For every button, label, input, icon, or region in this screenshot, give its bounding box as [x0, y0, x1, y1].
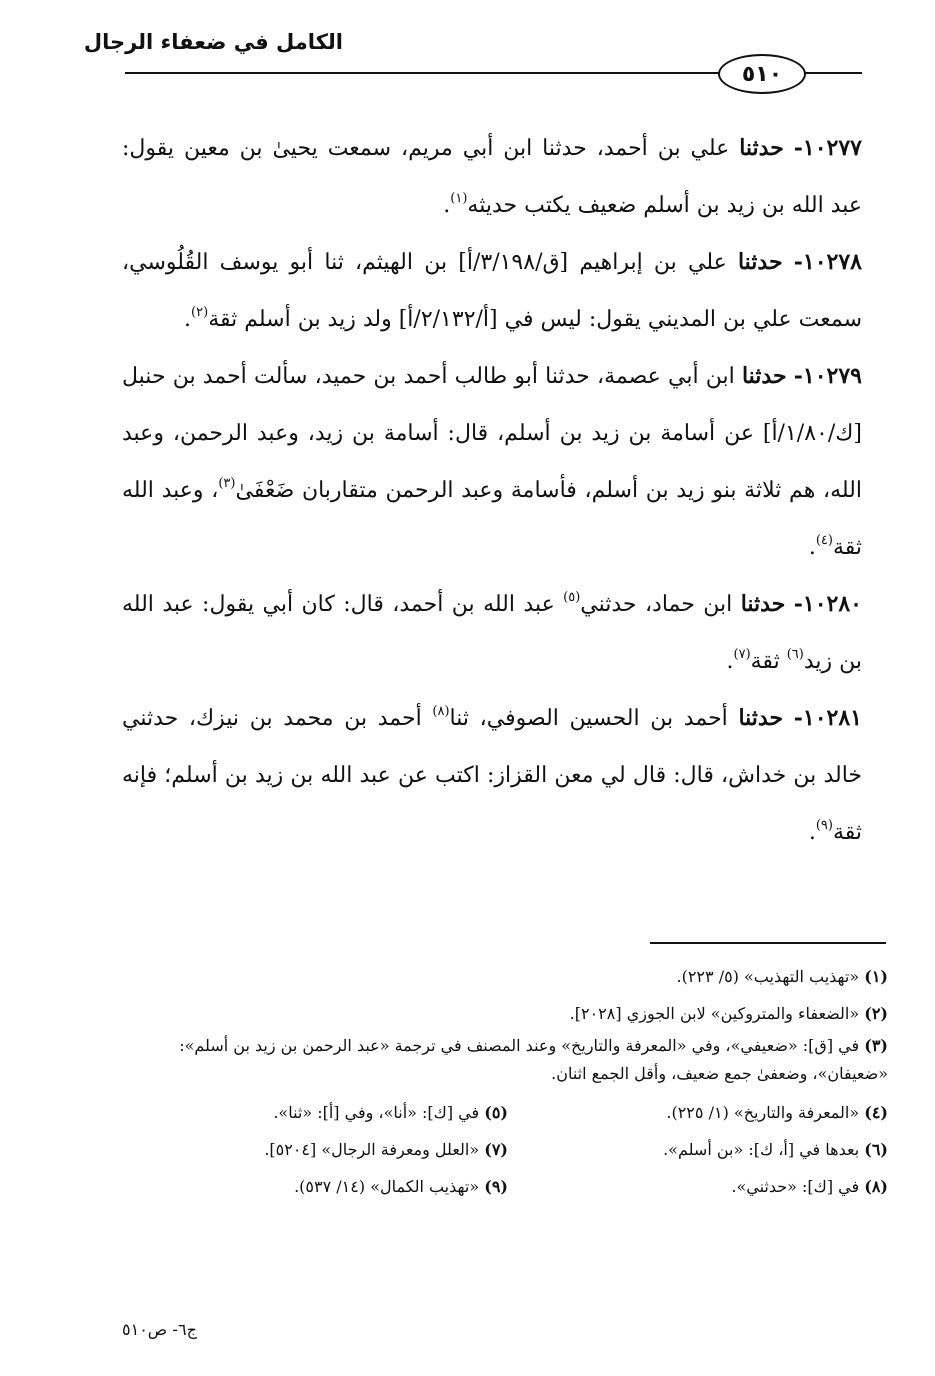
entry-10279: ١٠٢٧٩- حدثنا ابن أبي عصمة، حدثنا أبو طالب أحمد بن حميد، سألت أحمد بن حنبل [ك/١/٨٠/أ] عن أسامة بن زيد بن أسلم، قال: أسامة بن زيد، وعبد الرحمن، وعبد الله، هم ثلاثة بنو زيد بن أسلم، فأسامة وعبد الرحمن متقاربان ضَعْفَىٰ$^{(٣)}$، وعبد الله ثقة$^{(٤)}$. [122, 363, 862, 560]
footnote-ref[interactable]: (٤) [815, 533, 833, 548]
entry-keyword: حدثنا [737, 249, 783, 275]
main-text [122, 120, 862, 861]
footnote-9: (٩) «تهذيب الكمال» (١٤/ ٥٣٧). [294, 1177, 508, 1196]
footnote-6: (٦) بعدها في [أ، ك]: «بن أسلم». [663, 1140, 888, 1159]
footnote-4: (٤) «المعرفة والتاريخ» (١/ ٢٢٥). [666, 1103, 888, 1122]
entry-10280: ١٠٢٨٠- حدثنا ابن حماد، حدثني$^{(٥)}$ عبد الله بن أحمد، قال: كان أبي يقول: عبد الله بن زيد$^{(٦)}$ ثقة$^{(٧)}$. [122, 590, 862, 674]
entry-keyword: حدثنا [739, 135, 784, 161]
footnote-8: (٨) في [ك]: «حدثني». [731, 1177, 888, 1196]
entry-text: عبد الله بن أحمد، قال: كان أبي يقول: عبد الله بن زيد [122, 592, 862, 674]
entry-keyword: حدثنا [741, 363, 787, 389]
entry-10281: ١٠٢٨١- حدثنا أحمد بن الحسين الصوفي، ثنا$^{(٨)}$ أحمد بن محمد بن نيزك، حدثني خالد بن خداش، قال: قال لي معن القزاز: اكتب عن عبد الله بن زيد بن أسلم؛ فإنه ثقة$^{(٩)}$. [122, 704, 862, 845]
entry-number: ١٠٢٨١- [793, 705, 862, 731]
footnote-row [118, 1168, 888, 1205]
footnote-1: (١) «تهذيب التهذيب» (٥/ ٢٢٣). [676, 967, 888, 986]
header-rule [125, 72, 725, 74]
entry-10277: ١٠٢٧٧- حدثنا علي بن أحمد، حدثنا ابن أبي مريم، سمعت يحيىٰ بن معين يقول: عبد الله بن زيد بن أسلم ضعيف يكتب حديثه$^{(١)}$. [122, 135, 862, 218]
footnote-ref[interactable]: (١) [450, 191, 468, 206]
footnote-separator [650, 942, 886, 944]
footnote-ref[interactable]: (٥) [563, 590, 581, 605]
footnote-ref[interactable]: (٧) [733, 647, 751, 662]
header-rule-right [800, 72, 862, 74]
page-number: ٥١٠ [741, 61, 783, 87]
page-number-oval [718, 54, 806, 94]
footnote-ref[interactable]: (٦) [786, 647, 804, 662]
footnote-row [118, 1094, 888, 1131]
entry-number: ١٠٢٧٧- [793, 135, 862, 161]
entry-number: ١٠٢٧٨- [793, 249, 862, 275]
entry-text: أحمد بن محمد بن نيزك، حدثني خالد بن خداش، قال: قال لي معن القزاز: اكتب عن عبد الله بن زيد بن أسلم؛ فإنه ثقة [122, 706, 862, 845]
entry-text: ثقة [750, 649, 787, 674]
entry-text: علي بن أحمد، حدثنا ابن أبي مريم، سمعت يحيىٰ بن معين يقول: عبد الله بن زيد بن أسلم ضعيف يكتب حديثه [122, 136, 862, 218]
running-header-title: الكامل في ضعفاء الرجال [83, 30, 343, 54]
footnote-7: (٧) «العلل ومعرفة الرجال» [٥٢٠٤]. [264, 1140, 508, 1159]
footnote-row [118, 1131, 888, 1168]
footnote-ref[interactable]: (٨) [432, 704, 450, 719]
entry-text: أحمد بن الحسين الصوفي، ثنا [449, 706, 739, 731]
footnote-ref[interactable]: (٩) [815, 818, 833, 833]
entry-number: ١٠٢٨٠- [793, 591, 862, 617]
entry-keyword: حدثنا [738, 705, 784, 731]
entry-text: علي بن إبراهيم [ق/٣/١٩٨/أ] بن الهيثم، ثنا أبو يوسف القُلُوسي، سمعت علي بن المديني يقول: ليس في [أ/٢/١٣٢/أ] ولد زيد بن أسلم ثقة [122, 250, 862, 332]
footnote-ref[interactable]: (٣) [218, 476, 236, 491]
entry-number: ١٠٢٧٩- [793, 363, 862, 389]
page-footer: ج٦- ص٥١٠ [122, 1320, 197, 1339]
footnote-5: (٥) في [ك]: «أنا»، وفي [أ]: «ثنا». [273, 1103, 508, 1122]
entry-keyword: حدثنا [740, 591, 786, 617]
footnotes [118, 958, 888, 1205]
entry-text: ، وعبد الله ثقة [122, 478, 862, 560]
footnote-3: (٣) في [ق]: «ضعيفي»، وفي «المعرفة والتاريخ» وعند المصنف في ترجمة «عبد الرحمن بن زيد بن أسلم»: «ضعيفان»، وضعفىٰ جمع ضعيف، وأقل الجمع اثنان. [179, 1036, 888, 1083]
entry-10278: ١٠٢٧٨- حدثنا علي بن إبراهيم [ق/٣/١٩٨/أ] بن الهيثم، ثنا أبو يوسف القُلُوسي، سمعت علي بن المديني يقول: ليس في [أ/٢/١٣٢/أ] ولد زيد بن أسلم ثقة$^{(٢)}$. [122, 249, 862, 332]
footnote-2: (٢) «الضعفاء والمتروكين» لابن الجوزي [٢٠٢٨]. [569, 1004, 888, 1023]
entry-text: ابن أبي عصمة، حدثنا أبو طالب أحمد بن حميد، سألت أحمد بن حنبل [ك/١/٨٠/أ] عن أسامة بن زيد بن أسلم، قال: أسامة بن زيد، وعبد الرحمن، وعبد الله، هم ثلاثة بنو زيد بن أسلم، فأسامة وعبد الرحمن متقاربان ضَعْفَىٰ [122, 364, 862, 503]
entry-text: ابن حماد، حدثني [580, 592, 741, 617]
footnote-ref[interactable]: (٢) [191, 305, 209, 320]
